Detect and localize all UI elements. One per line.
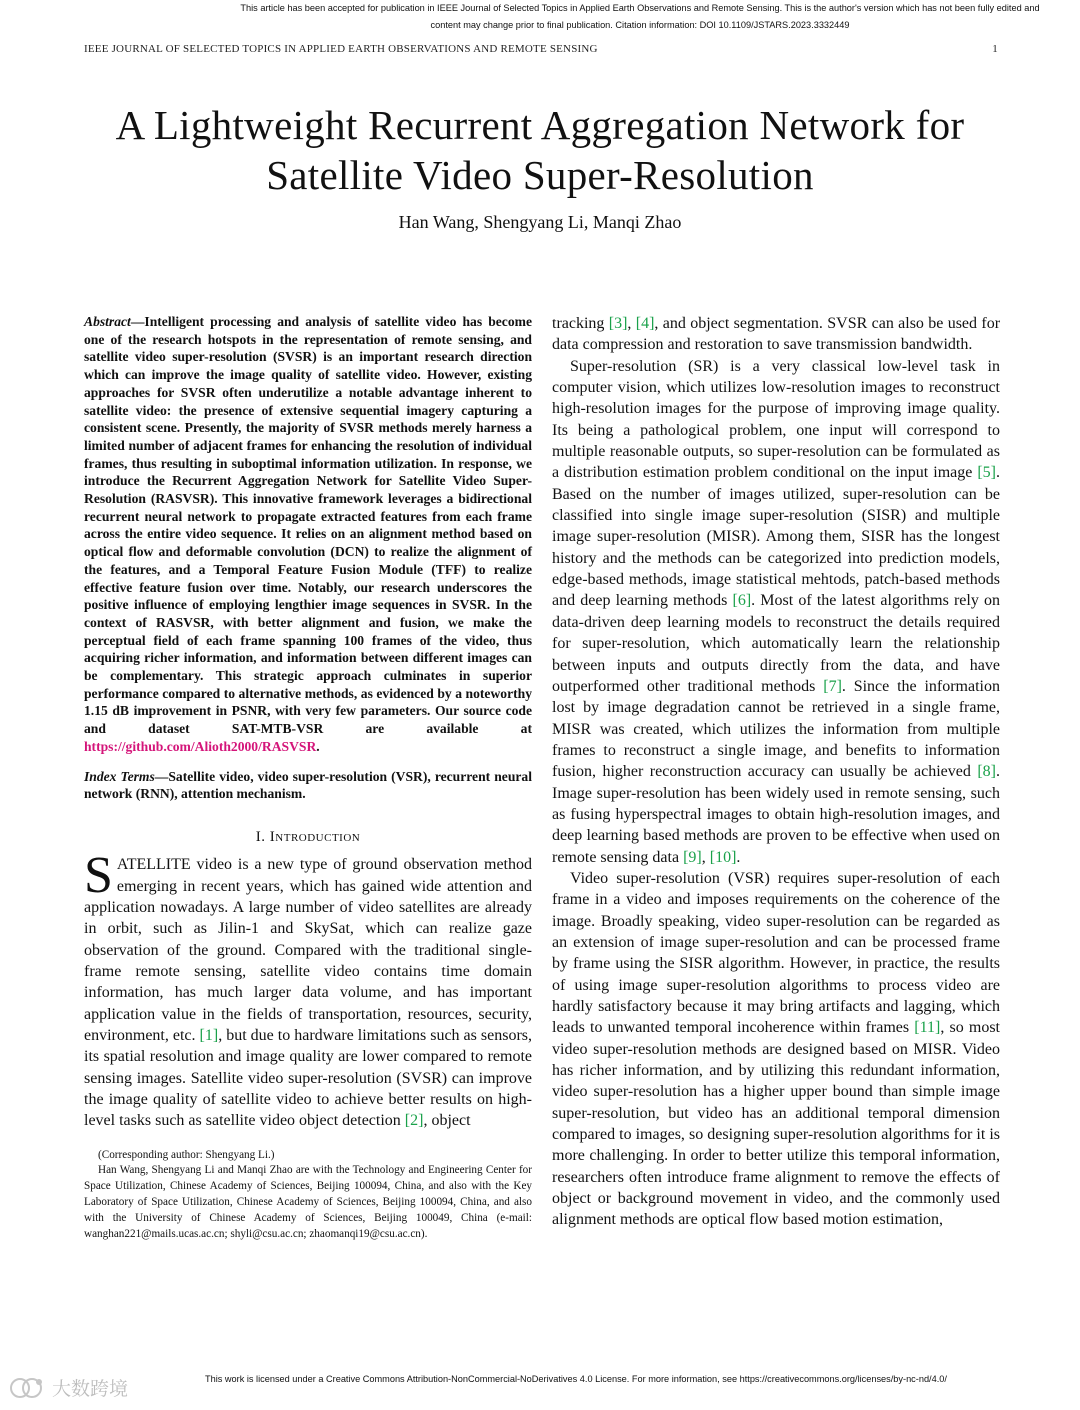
text: , [701, 848, 710, 866]
right-column [552, 313, 1000, 1231]
citation-link[interactable]: [7] [823, 677, 842, 695]
text: , [627, 315, 636, 332]
watermark [8, 1374, 128, 1401]
index-terms [84, 768, 532, 803]
abstract-lead: Abstract [84, 314, 131, 329]
text: . Since the information lost by image degradation cannot be retrieved in a single frame, MISR was created, which utilizes the information from multiple frames to reconstruct a single image, and benefits to information fusion, higher reconstruction accuracy can usually be achieved [552, 677, 1000, 781]
section-number: I. [255, 828, 266, 845]
section-title: Introduction [269, 828, 361, 845]
intro-text-3: , object [423, 1112, 471, 1130]
text: , and object segmentation. SVSR can also be used for data compression and restoration to save transmission bandwidth. [552, 315, 1001, 354]
index-terms-text: —Satellite video, video super-resolution (VSR), recurrent neural network (RNN), attention mechanism. [84, 768, 532, 802]
paragraph [552, 313, 1000, 356]
running-head [84, 43, 998, 55]
text: . [736, 848, 741, 866]
abstract-end: . [316, 738, 320, 754]
citation-link[interactable]: [9] [683, 848, 702, 866]
text: . Image super-resolution has been widely used in remote sensing, such as fusing hyperspectral images to obtain high-resolution images, and deep learning based methods are proven to be effective when used on remote sensing data [552, 763, 1000, 866]
paragraph [552, 356, 1000, 868]
citation-link[interactable]: [6] [732, 592, 752, 610]
page-number: 1 [992, 43, 998, 55]
text: . Based on the number of images utilized, super-resolution can be classified into single image super-resolution (SISR) and multiple image super-resolution (MISR). Among them, SISR has the longest history and the methods can be categorized into prediction models, edge-based methods, image statistical mehtods, patch-based methods and deep learning methods [552, 464, 1000, 610]
paper-authors: Han Wang, Shengyang Li, Manqi Zhao [398, 212, 682, 232]
intro-first-word: ATELLITE [116, 856, 191, 874]
text: , so most video super-resolution methods are designed based on MISR. Video has richer information, and by utilizing this redundant information, video super-resolution has a higher upper bound than simple image super-resolution, but video has an additional temporal dimension compared to images, so designing super-resolution algorithms for it is more challenging. In order to better utilize this temporal information, researchers often introduce frame alignment to remove the effects of object or background movement in video, and the commonly used alignment methods are optical flow based motion estimation, [552, 1019, 1001, 1229]
corresponding-author: (Corresponding author: Shengyang Li.) [98, 1148, 275, 1161]
license-notice: This work is licensed under a Creative Commons Attribution-NonCommercial-NoDerivatives 4.0 License. For more information, see https://creativecommons.org/licenses/by-nc-nd/4.0/ [205, 1374, 947, 1384]
section-heading [84, 827, 532, 848]
author-affiliation: Han Wang, Shengyang Li and Manqi Zhao are with the Technology and Engineering Center for Space Utilization, Chinese Academy of Sciences, Beijing 100094, China, and also with the Key Laboratory of Space Utilization, Chinese Academy of Sciences, Beijing 100094, China, and also with the University of Chinese Academy of Sciences, Beijing 100049, China (e-mail: wanghan221@mails.ucas.ac.cn; shyli@csu.ac.cn; zhaomanqi19@csu.ac.cn). [84, 1164, 532, 1240]
footnote [84, 1148, 532, 1243]
citation-link[interactable]: [3] [608, 315, 628, 332]
text: Super-resolution (SR) is a very classical low-level task in computer vision, which utilizes low-resolution images to reconstruct high-resolution images for the purpose of improving image quality. Its being a pathological problem, one input will correspond to multiple reasonable outputs, so super-resolution can be formulated as a distribution estimation problem conditional on the input image [552, 357, 1000, 482]
drop-cap: S [84, 847, 113, 905]
intro-text-2: , but due to hardware limitations such as sensors, its spatial resolution and image quality are lower compared to remote sensing images. Satellite video super-resolution (SVSR) can improve the image quality of satellite video to achieve better results on high-level tasks such as satellite video object detection [84, 1026, 533, 1130]
text: tracking [552, 315, 609, 332]
text: Video super-resolution (VSR) requires super-resolution of each frame in a video and imposes requirements on the coherence of the image. Broadly speaking, video super-resolution can be regarded as an extension of image super-resolution and can be processed frame by frame using the SISR algorithm. However, in practice, the results of using image super-resolution algorithms to process video are hardly satisfactory because it may bring artifacts and lagging, which leads to unwanted temporal incoherence within frames [552, 869, 1000, 1037]
left-column [84, 313, 532, 1242]
watermark-text: 大数跨境 [52, 1378, 129, 1400]
index-terms-lead: Index Terms [84, 768, 155, 784]
citation-link[interactable]: [11] [914, 1019, 941, 1037]
citation-link[interactable]: [5] [977, 464, 996, 482]
logo-icon [8, 1376, 46, 1400]
intro-text-1: video is a new type of ground observation method emerging in recent years, which has gained wide attention and application nowadays. A large number of video satellites are already in orbit, such as Jilin-1 and SkySat, which can realize gaze observation of the ground. Compared with the traditional single-frame remote sensing, satellite video contains time domain information, has much larger data volume, and has important application value in the fields of transportation, resources, security, environment, etc. [84, 856, 532, 1044]
abstract-text: —Intelligent processing and analysis of satellite video has become one of the research hotspots in the representation of remote sensing, and satellite video super-resolution (SVSR) is an important research direction which can improve the image quality of satellite video. However, existing approaches for SVSR often underutilize a notable advantage inherent to satellite video: the presence of extensive sequential imagery capturing a consistent scene. Presently, the majority of SVSR methods merely harness a limited number of adjacent frames for enhancing the resolution of individual frames, thus resulting in suboptimal information utilization. In response, we introduce the Recurrent Aggregation Network for Satellite Video Super-Resolution (RASVSR). This innovative framework leverages a bidirectional recurrent neural network to propagate extracted features from each frame across the entire video sequence. It relies on an alignment method based on optical flow and deformable convolution (DCN) to realize the alignment of the features, and a Temporal Feature Fusion Module (TFF) to realize effective feature fusion over time. Notably, our research underscores the positive influence of employing lengthier image sequences in SVSR. In the context of RASVSR, with better alignment and fusion, we make the perceptual field of each frame spanning 100 frames of the video, thus acquiring richer information, and information between different images can be complementary. This strategic approach culminates in superior performance compared to alternative methods, as evidenced by a noteworthy 1.15 dB improvement in PSNR, with very few parameters. Our source code and dataset SAT-MTB-VSR are available at [84, 314, 532, 737]
notice-line-1: This article has been accepted for publication in IEEE Journal of Selected Topics in Applied Earth Observations and Remote Sensing. This is the author's version which has not been fully edited and [240, 3, 1040, 13]
citation-link[interactable]: [4] [635, 315, 655, 332]
citation-link[interactable]: [10] [709, 848, 737, 866]
notice-line-2: content may change prior to final publication. Citation information: DOI 10.1109/JSTARS.2023.3332449 [430, 20, 850, 30]
citation-link[interactable]: [2] [404, 1112, 424, 1130]
citation-link[interactable]: [8] [977, 763, 996, 781]
text: . Most of the latest algorithms rely on data-driven deep learning models to reconstruct the details required for super-resolution, which automatically learn the relationship between inputs and outputs directly from the data, and have outperformed other traditional methods [552, 592, 1000, 695]
paragraph [552, 868, 1000, 1231]
abstract [84, 313, 532, 756]
introduction-paragraph [84, 847, 533, 1131]
paper-title: A Lightweight Recurrent Aggregation Network for Satellite Video Super-Resolution [115, 102, 965, 198]
source-code-link[interactable]: https://github.com/Alioth2000/RASVSR [84, 738, 317, 754]
publication-notice [200, 0, 1080, 34]
journal-name: IEEE JOURNAL OF SELECTED TOPICS IN APPLIED EARTH OBSERVATIONS AND REMOTE SENSING [84, 43, 598, 55]
citation-link[interactable]: [1] [199, 1026, 219, 1044]
